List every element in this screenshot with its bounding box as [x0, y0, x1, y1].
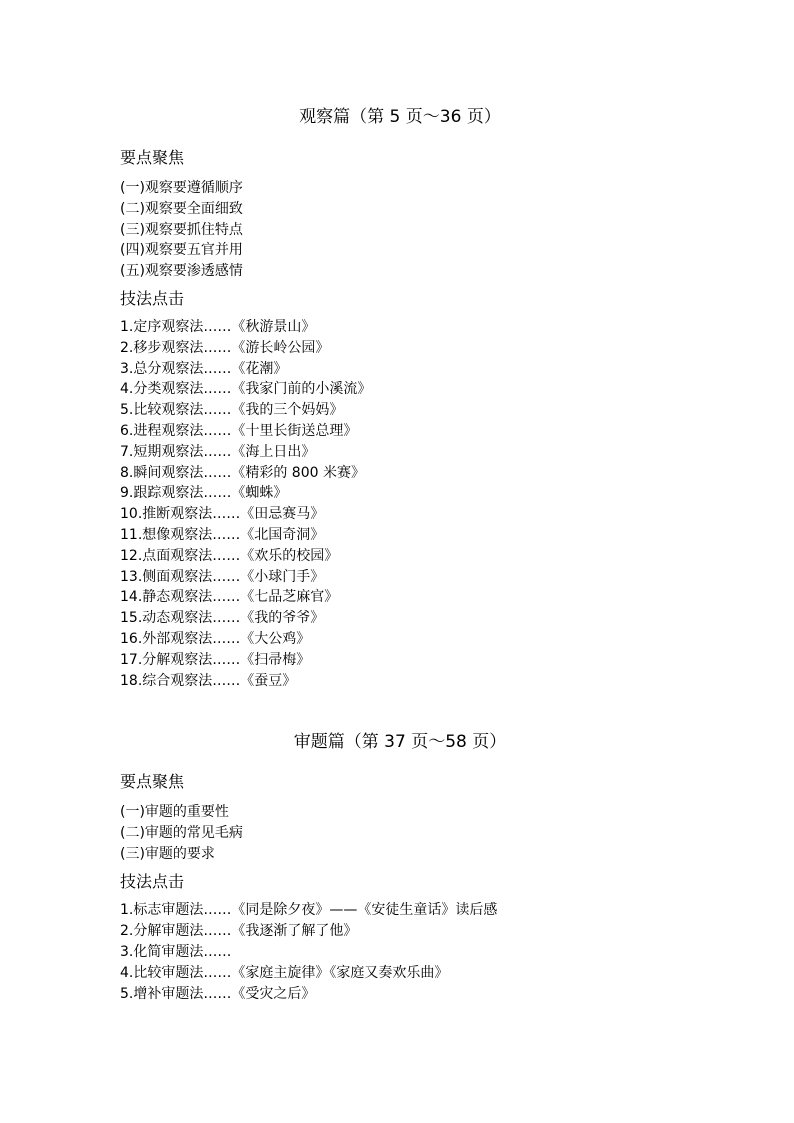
technique-item: 1.定序观察法……《秋游景山》: [120, 318, 316, 335]
key-point-item: (二)观察要全面细致: [120, 200, 243, 217]
technique-item: 4.分类观察法……《我家门前的小溪流》: [120, 381, 372, 398]
technique-item: 3.总分观察法……《花潮》: [120, 360, 288, 377]
technique-item: 10.推断观察法……《田忌赛马》: [120, 506, 325, 523]
techniques-heading: 技法点击: [120, 872, 185, 892]
technique-item: 4.比较审题法……《家庭主旋律》《家庭又奏欢乐曲》: [120, 964, 449, 981]
technique-item: 9.跟踪观察法……《蜘蛛》: [120, 485, 288, 502]
technique-item: 2.分解审题法……《我逐渐了解了他》: [120, 923, 358, 940]
key-points-list: [120, 802, 680, 864]
key-point-item: (三)审题的要求: [120, 845, 215, 862]
technique-item: 13.侧面观察法……《小球门手》: [120, 568, 325, 585]
key-point-item: (二)审题的常见毛病: [120, 824, 243, 841]
key-points-heading: 要点聚焦: [120, 148, 185, 167]
section-title: 审题篇（第 37 页～58 页）: [293, 732, 507, 752]
technique-item: 2.移步观察法……《游长岭公园》: [120, 339, 330, 356]
key-point-item: (三)观察要抓住特点: [120, 221, 243, 238]
technique-item: 7.短期观察法……《海上日出》: [120, 443, 316, 460]
technique-item: 18.综合观察法……《蚕豆》: [120, 672, 297, 689]
technique-item: 16.外部观察法……《大公鸡》: [120, 630, 311, 647]
techniques-list: [120, 900, 680, 1004]
key-point-item: (五)观察要渗透感情: [120, 263, 243, 280]
techniques-heading: 技法点击: [120, 288, 185, 308]
technique-item: 5.增补审题法……《受灾之后》: [120, 985, 316, 1002]
key-point-item: (四)观察要五官并用: [120, 242, 243, 259]
techniques-list: [120, 317, 680, 691]
technique-item: 15.动态观察法……《我的爷爷》: [120, 610, 325, 627]
technique-item: 5.比较观察法……《我的三个妈妈》: [120, 402, 344, 419]
technique-item: 8.瞬间观察法……《精彩的 800 米赛》: [120, 464, 365, 481]
key-point-item: (一)观察要遵循顺序: [120, 180, 243, 196]
section-observation: [120, 106, 680, 691]
technique-item: 6.进程观察法……《十里长街送总理》: [120, 422, 358, 439]
technique-item: 17.分解观察法……《扫帚梅》: [120, 651, 311, 668]
key-point-item: (一)审题的重要性: [120, 804, 229, 820]
section-title: 观察篇（第 5 页～36 页）: [299, 107, 501, 127]
technique-item: 3.化简审题法……: [120, 943, 232, 960]
technique-item: 11.想像观察法……《北国奇洞》: [120, 526, 325, 543]
technique-item: 14.静态观察法……《七品芝麻官》: [120, 589, 339, 606]
technique-item: 12.点面观察法……《欢乐的校园》: [120, 547, 339, 564]
section-topic-analysis: [120, 731, 680, 1004]
key-points-list: [120, 178, 680, 282]
technique-item: 1.标志审题法……《同是除夕夜》——《安徒生童话》读后感: [120, 902, 498, 919]
key-points-heading: 要点聚焦: [120, 772, 185, 791]
